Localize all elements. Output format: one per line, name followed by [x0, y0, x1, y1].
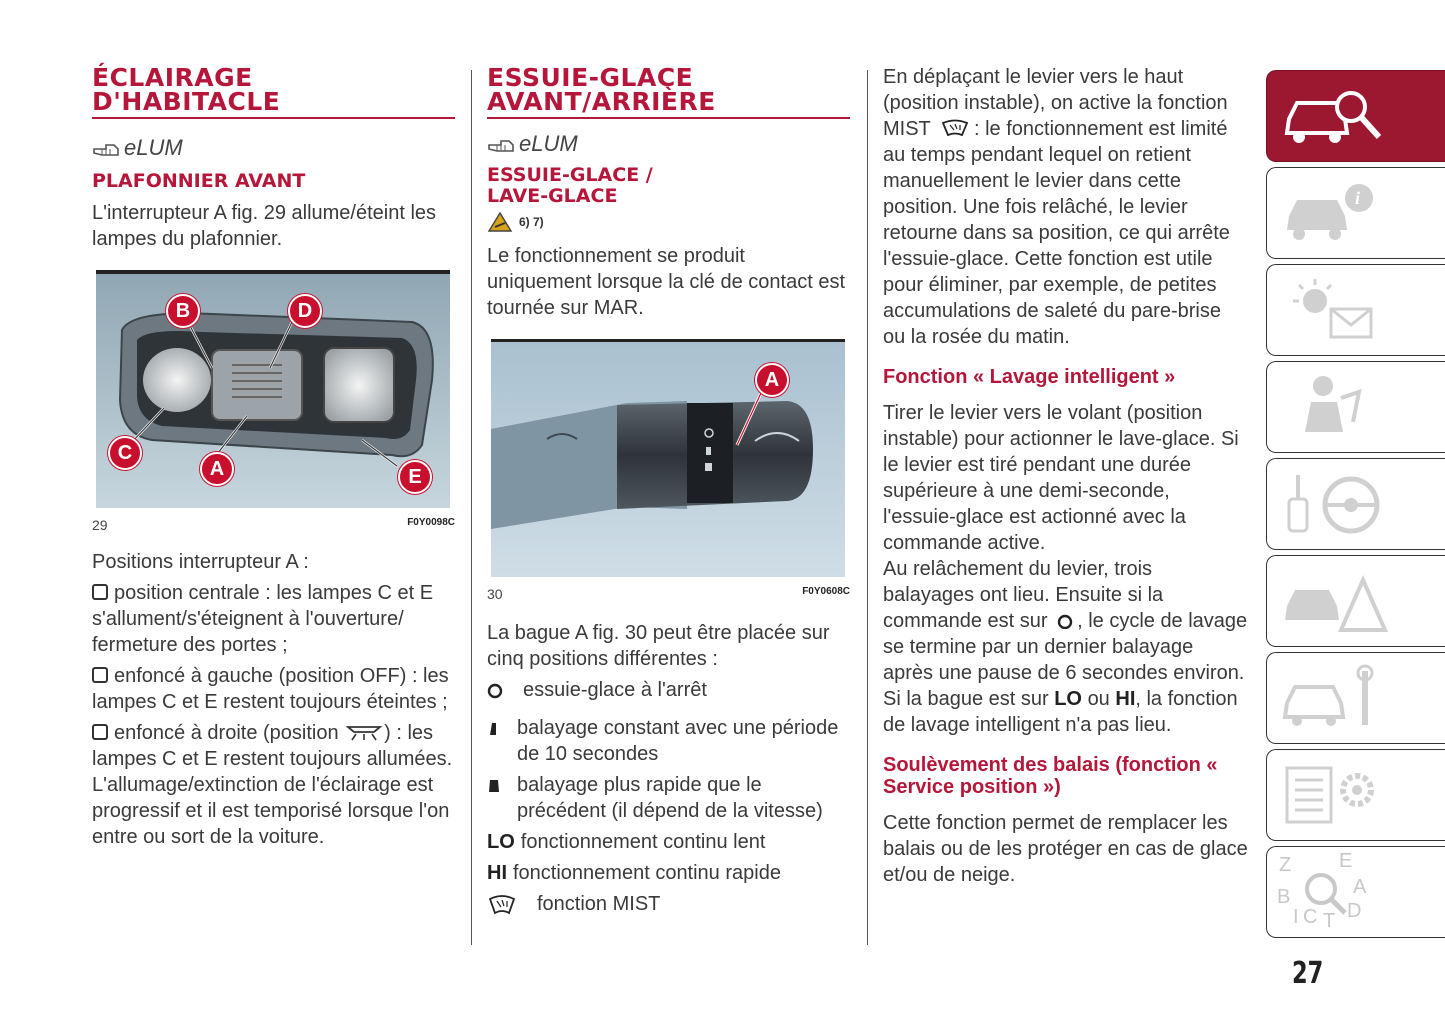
svg-text:T: T [1323, 910, 1336, 931]
tab-car-info[interactable] [1266, 167, 1445, 259]
tab-maintenance[interactable] [1266, 652, 1445, 744]
marker-a: A [755, 363, 789, 397]
subtitle-front-ceiling-light: PLAFONNIER AVANT [92, 170, 306, 192]
column-wiper-functions [883, 64, 1248, 888]
lo-symbol: LO [487, 831, 515, 853]
figure-caption [92, 517, 455, 533]
svg-text:I: I [1293, 906, 1299, 928]
page-number: 27 [1292, 956, 1324, 991]
tab-safety[interactable] [1266, 361, 1445, 453]
heading-service-position: Soulèvement des balais (fonction « Service position ») [883, 754, 1218, 798]
car-wrench-icon [1281, 663, 1391, 733]
alphabet-index-icon [1275, 851, 1385, 931]
light-message-icon [1281, 275, 1391, 345]
figure-caption [487, 586, 850, 602]
outro-text: L'allumage/extinction de l'éclairage est progressif et il est temporisé lorsque l'on entre ou sort de la voiture. [92, 774, 450, 848]
intro-text: Le fonctionnement se produit uniquement lorsque la clé de contact est tournée sur MAR. [487, 245, 845, 319]
car-search-icon [1281, 81, 1391, 151]
list-item: LO fonctionnement continu lent [487, 831, 766, 853]
hi-symbol: HI [487, 862, 507, 884]
checkbox-bullet-icon [92, 667, 108, 683]
mist-icon [940, 118, 970, 138]
list-item: fonction MIST [487, 891, 850, 924]
figure-code: F0Y0608C [802, 586, 850, 597]
column-divider [867, 70, 868, 945]
car-warning-icon [1281, 566, 1391, 636]
wiper-stalk-photo [487, 339, 845, 577]
svg-text:Z: Z [1279, 854, 1292, 876]
figure-number: 29 [92, 517, 108, 533]
mist-paragraph: En déplaçant le levier vers le haut (position instable), on active la fonction MIST : le fonctionnement est limité au temps pendant lequel on retient manuellement le levier dans cette position. Une fois relâché, le levier retourne dans sa position, ce qui arrête l'essuie-glace. Cette fonction est utile pour éliminer, par exemple, de petites accumulations de saleté du pare-brise ou la rosée du matin. [883, 66, 1230, 348]
off-symbol-icon [1055, 613, 1075, 629]
heading-smart-wash: Fonction « Lavage intelligent » [883, 366, 1176, 388]
intermittent-symbol-icon [487, 715, 517, 748]
svg-text:B: B [1277, 886, 1291, 908]
svg-text:C: C [1303, 906, 1318, 928]
subtitle-wiper-washer: ESSUIE-GLACE / LAVE-GLACE [487, 164, 653, 207]
intro-text: L'interrupteur A fig. 29 allume/éteint les lampes du plafonnier. [92, 202, 437, 250]
off-symbol-icon [487, 677, 517, 710]
smart-wash-paragraph: Tirer le levier vers le volant (position instable) pour actionner le lave-glace. Si le levier est tiré pendant une durée supérieure à une demi-seconde, l'essuie-glace est actionné avec la commande active. [883, 402, 1239, 554]
release-paragraph: Au relâchement du levier, trois balayages ont lieu. Ensuite si la commande est sur , le cycle de lavage se termine par un dernier balayage après une pause de 6 secondes environ. [883, 558, 1248, 684]
tab-technical-data[interactable] [1266, 749, 1445, 841]
svg-text:i: i [1355, 188, 1361, 208]
list-item: essuie-glace à l'arrêt [487, 677, 850, 710]
hand-pointer-icon [487, 133, 517, 155]
tab-index[interactable] [1266, 846, 1445, 938]
car-info-icon [1281, 178, 1391, 248]
section-title-interior-lighting: ÉCLAIRAGE D'HABITACLE [92, 66, 455, 119]
service-paragraph: Cette fonction permet de remplacer les balais ou de les protéger en cas de glace et/ou de neige. [883, 812, 1248, 886]
mist-icon [487, 891, 537, 924]
ring-text: La bague A fig. 30 peut être placée sur cinq positions différentes : [487, 622, 830, 670]
column-interior-lighting [92, 62, 455, 850]
checkbox-bullet-icon [92, 584, 108, 600]
svg-text:A: A [1353, 876, 1367, 898]
list-item: balayage plus rapide que le précédent (il dépend de la vitesse) [487, 772, 850, 824]
figure-29 [92, 270, 455, 533]
svg-text:D: D [1347, 900, 1362, 922]
positions-list [487, 677, 850, 924]
figure-code: F0Y0098C [407, 517, 455, 528]
marker-c: C [108, 436, 142, 470]
column-wipers [487, 62, 850, 924]
lo-hi-paragraph: Si la bague est sur LO ou HI, la fonction de lavage intelligent n'a pas lieu. [883, 688, 1238, 736]
bullet-left: enfoncé à gauche (position OFF) : les lampes C et E restent toujours éteintes ; [92, 665, 449, 713]
bullet-central: position centrale : les lampes C et E s'allument/s'éteignent à l'ouverture/ fermeture des portes ; [92, 582, 434, 656]
tab-starting-driving[interactable] [1266, 458, 1445, 550]
tab-dashboard[interactable] [1266, 264, 1445, 356]
elum-badge: eLUM [92, 133, 455, 163]
tab-car-knowledge[interactable] [1266, 70, 1445, 162]
marker-d: D [288, 294, 322, 328]
hand-pointer-icon [92, 137, 122, 159]
list-item: HI fonctionnement continu rapide [487, 862, 781, 884]
positions-label: Positions interrupteur A : [92, 551, 309, 573]
fast-intermittent-symbol-icon [487, 772, 517, 805]
checklist-gear-icon [1281, 760, 1391, 830]
checkbox-bullet-icon [92, 724, 108, 740]
marker-e: E [398, 460, 432, 494]
elum-badge: eLUM [487, 129, 850, 159]
ceiling-light-on-icon [344, 723, 384, 741]
airbag-person-icon [1281, 372, 1391, 442]
svg-text:E: E [1339, 851, 1353, 872]
marker-b: B [166, 294, 200, 328]
figure-30 [487, 339, 850, 602]
warning-hand-icon [487, 211, 513, 233]
tab-emergency[interactable] [1266, 555, 1445, 647]
marker-a: A [200, 452, 234, 486]
column-divider [471, 70, 472, 945]
warning-refs: 6) 7) [487, 211, 850, 233]
figure-number: 30 [487, 586, 503, 602]
bullet-right: enfoncé à droite (position ) : les lampes C et E restent toujours allumées. [92, 722, 453, 770]
ceiling-light-photo [92, 270, 450, 508]
list-item: balayage constant avec une période de 10 secondes [487, 715, 850, 767]
key-steering-icon [1281, 469, 1391, 539]
section-title-wipers: ESSUIE-GLACE AVANT/ARRIÈRE [487, 66, 850, 119]
